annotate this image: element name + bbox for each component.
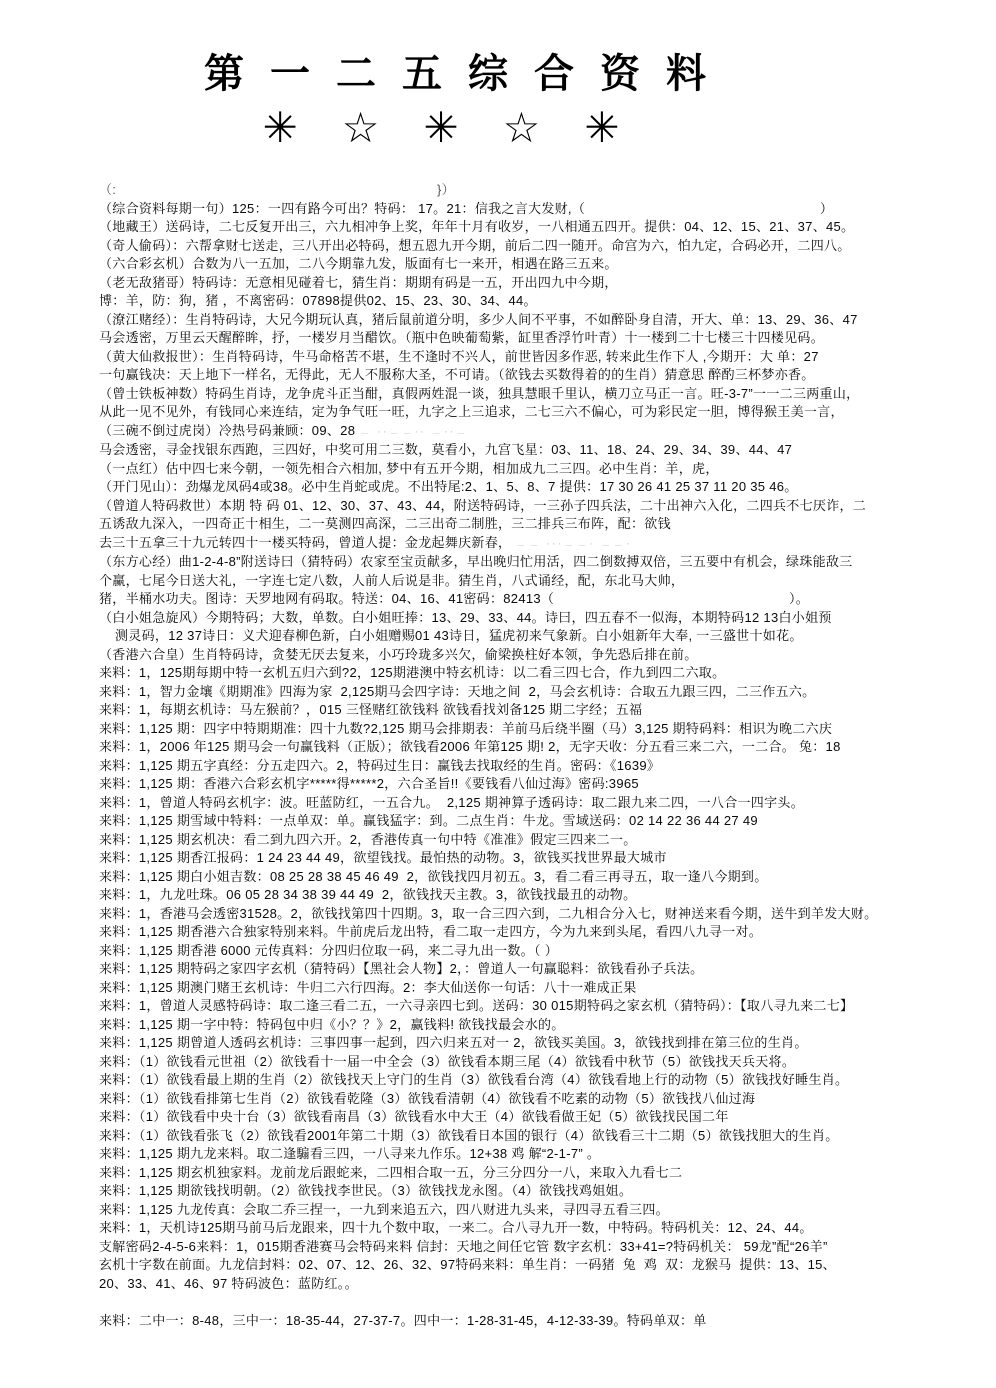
- text-line: 来料：1,125 期欲钱找明朝。（2）欲钱找李世民。（3）欲钱找龙永图。（4）欲钱找鸡姐姐。: [99, 1183, 633, 1199]
- text-line: 测灵码，12 37诗日：义犬迎春柳色新，白小姐赠赐01 43诗日，猛虎初来气象新。白小姐新年大奉, 一三盛世十如花。: [115, 628, 803, 644]
- text-line: 来料：1，每期玄机诗：马左猴前？，015 三怪赌红欲钱料 欲钱看找刘备125 期二字经；五福: [99, 702, 643, 718]
- text-line: 来料：1,125 期特码之家四字玄机（猜特码）【黑社会人物】2，：曾道人一句赢聪料：欲钱看孙子兵法。: [99, 961, 704, 977]
- text-line: 来料：1,125 期玄机独家料。龙前龙后跟蛇来，二四相合取一五，分三分四分一八，来取入九看七二: [99, 1164, 683, 1180]
- text-line: 来料：1,125 期玄机决：看二到九四六开。2，香港传真一句中特《准准》假定三四来二一。: [99, 831, 637, 847]
- erased-ghost-text: ﹘ ··﹘﹘·· ﹘··﹘: [359, 425, 469, 438]
- asterisk-star-icon: ✳: [423, 103, 503, 152]
- text-line: 博：羊，防：狗，猪 ，不离密码：07898提供02、15、23、30、34、44。: [99, 293, 537, 309]
- text-line: 来料：1,125 期曾道人透码玄机诗：三事四事一起到，四六归来五对一 2，欲钱买美国。3，欲钱找到排在第三位的生肖。: [99, 1035, 808, 1051]
- text-line: 从此一见不见外，有钱同心来连结，定为争气旺一旺，九字之上三追求，二七三六不偏心，可为彩民定一胆，博得猴王美一言，: [99, 404, 844, 420]
- text-line: 来料：二中一：8-48，三中一：18-35-44，27-37-7。四中一：1-28-31-45，4-12-33-39。特码单双：单: [99, 1312, 707, 1328]
- text-line: （: }）: [99, 182, 455, 198]
- asterisk-star-icon: ✳: [584, 103, 664, 152]
- text-line: 一句赢钱决：天上地下一样名，无得此，无人不服称大圣，不可请。（欲钱去买数得着的的生肖）猜意思 醉酌三杯梦亦香。: [99, 367, 815, 383]
- decorative-star-icons: [0, 105, 996, 151]
- text-line: [99, 1293, 990, 1312]
- text-line: （六合彩玄机）合数为八一五加，二八今期靠九发，版面有七一来开，相遇在路三五来。: [99, 256, 618, 272]
- text-line: 去三十五拿三十九元转四十一楼买特码，曾道人提：金龙起舞庆新春， ﹘﹘ ···﹘﹘· ﹘﹘·: [99, 534, 632, 550]
- text-line: （香港六合皇）生肖特码诗，贪婪无厌去复来，小巧玲珑多兴欠，偷梁换柱好本领，争先恐后排在前。: [99, 646, 698, 662]
- text-line: 来料：1,125 期九龙来料。取二逢騸看三四，一八寻来九作乐。12+38 鸡 解“2-1-7” 。: [99, 1146, 601, 1162]
- text-line: （开门见山）：劲爆龙凤码4或38。必中生肖蛇或虎。不出特尾:2、1、5、8、7 提供：17 30 26 41 25 37 11 20 35 46。: [99, 479, 798, 495]
- text-line: （东方心经）曲1-2-4-8”附送诗曰（猜特码）农家至宝贡献多，早出晚归忙用活，四二倒数搏双倍，三五要中有机会，绿珠能敌三: [99, 554, 853, 570]
- text-line: （奇人偷码）：六帮拿财七送走，三八开出必特码，想五恩九开今期，前后二四一随开。命宫为六，怕九定，合码必开，二四八。: [99, 237, 851, 253]
- text-line: 来料：1,125 期：香港六合彩玄机字*****得*****2，六合圣旨!!《要钱看八仙过海》密码:3965: [99, 776, 639, 792]
- text-line: 来料：1，智力金壤《期期准》四海为家 2,125期马会四字诗：天地之间 2，马会玄机诗：合取五九跟三四，二三作五六。: [99, 683, 816, 699]
- text-line: 来料：1,125 期雪域中特料：一点单双：单。赢钱猛字：到。二点生肖：牛龙。雪域送码：02 14 22 36 44 27 49: [99, 813, 758, 829]
- text-line: 马会透密，万里云天醒醉眸，抒，一楼岁月当醋饮。（瓶中色映葡萄紫，缸里香浮竹叶青）十一楼到二十七楼三十四楼见码。: [99, 330, 825, 346]
- text-line: 来料：1,125 期香港 6000 元传真料：分四归位取一码，来二寻九出一数。（ ）: [99, 942, 558, 958]
- text-line: 来料：1，天机诗125期马前马后龙跟来，四十九个数中取，一来二。合八寻九开一数，中特码。特码机关：12、24、44。: [99, 1220, 813, 1236]
- text-line: 来料：（1）欲钱看中央十台（3）欲钱看南昌（3）欲钱看水中大王（4）欲钱看做王妃（5）欲钱找民国二年: [99, 1109, 729, 1125]
- text-line: 来料：1，香港马会透密31528。2，欲钱找第四十四期。3，取一合三四六到，二九相合分入七，财神送来看今期，送牛到羊发大财。: [99, 905, 878, 921]
- text-line: 来料：1，125期每期中特一玄机五归六到?2，125期港澳中特玄机诗：以二看三四七合，作九到四二六取。: [99, 665, 726, 681]
- document-header: [0, 0, 996, 151]
- text-line: 来料：（1）欲钱看元世祖（2）欲钱看十一届一中全会（3）欲钱看本期三尾（4）欲钱看中秋节（5）欲钱找天兵天将。: [99, 1053, 796, 1069]
- text-line: （曾道人特码救世）本期 特 码 01、12、30、37、43、44，附送特码诗，一三孙子四兵法，二十出神六入化，二四兵不七厌诈，二: [99, 497, 867, 513]
- text-line: 来料：1,125 期一字中特：特码包中归《小？？》2，赢钱料! 欲钱找最会水的。: [99, 1016, 565, 1032]
- page-title: 第一二五综合资料: [204, 50, 732, 97]
- star-outline-icon: ☆: [502, 103, 585, 152]
- text-line: 猪，半桶水功夫。图诗：天罗地网有码取。特送：04、16、41密码：82413（ ）。: [99, 591, 810, 607]
- text-line: 来料：1，曾道人特码玄机字：波。旺蓝防红，一五合九。 2,125 期神算子透码诗：取二跟九来二四，一八合一四字头。: [99, 794, 804, 810]
- text-line: 马会透密，寻金找银东西跑，三四好，中奖可用二三数，莫看小，九宫飞星：03、11、18、24、29、34、39、44、47: [99, 442, 793, 458]
- text-line: （老无敌猪哥）特码诗：无意相见碰着七，猜生肖：期期有码是一五，开出四九中今期，: [99, 274, 618, 290]
- text-line: （地藏王）送码诗，二七反复开出三，六九相冲争上奖，年年十月有收岁，一八相通五四开。提供：04、12、15、21、37、45。: [99, 219, 855, 235]
- text-line: 来料：1，九龙吐珠。06 05 28 34 38 39 44 49 2，欲钱找天主教。3，欲钱找最丑的动物。: [99, 887, 637, 903]
- text-line: 来料：1,125 期五字真经：分五走四六。2，特码过生日：赢钱去找取经的生肖。密码：《1639》: [99, 757, 661, 773]
- erased-ghost-text: ﹘﹘ ···﹘﹘· ﹘﹘·: [515, 537, 632, 550]
- text-line: （黄大仙救报世）：生肖特码诗，牛马命格苦不堪，生不逢时不兴人，前世皆因多作恶, 转来此生作下人 ,今期开：大 单：27: [99, 348, 819, 364]
- text-line: 来料：（1）欲钱看最上期的生肖（2）欲钱找天上守门的生肖（3）欲钱看台湾（4）欲钱看地上行的动物（5）欲钱找好睡生肖。: [99, 1072, 849, 1088]
- text-line: （白小姐急旋风）今期特码；大数，单数。白小姐旺捧：13、29、33、44。诗曰，四五春不一似海，本期特码12 13白小姐预: [99, 609, 832, 625]
- text-line: 来料：1,125 九龙传真：会取二乔三捏一，一九到来追五六，四八财进九头来，寻四寻五看三四。: [99, 1201, 669, 1217]
- text-line: 来料：（1）欲钱看排第七生肖（2）欲钱看乾隆（3）欲钱看清朝（4）欲钱看不吃素的动物（5）欲钱找八仙过海: [99, 1090, 756, 1106]
- text-line: 来料：（1）欲钱看张飞（2）欲钱看2001年第二十期（3）欲钱看日本国的银行（4）欲钱看三十二期（5）欲钱找胆大的生肖。: [99, 1127, 839, 1143]
- star-outline-icon: ☆: [341, 103, 424, 152]
- text-line: （综合资料每期一句）125：一四有路今可出？特码： 17。21：信我之言大发财,（ ）: [99, 200, 834, 216]
- text-line: 20、33、41、46、97 特码波色：蓝防红。。: [99, 1275, 358, 1291]
- text-line: 玄机十字数在前面。九龙信封料：02、07、12、26、32、97特码来料：单生肖：一码猪 兔 鸡 双：龙猴马 提供：13、15、: [99, 1257, 836, 1273]
- text-line: 支解密码2-4-5-6来料：1，015期香港赛马会特码来料 信封：天地之间任它管 数字玄机：33+41=?特码机关： 59龙”配“26羊”: [99, 1238, 828, 1254]
- text-line: 来料：1,125 期：四字中特期期准：四十九数?2,125 期马会排期表：羊前马后绕半圈（马）3,125 期特码料：相识为晚二六庆: [99, 720, 833, 736]
- text-line: 来料：1，2006 年125 期马会一句赢钱料（正版）；欲钱看2006 年第125 期! 2，无字天收：分五看三来二六，一二合。 兔：18: [99, 739, 841, 755]
- text-line: 来料：1,125 期香港六合独家特别来料。牛前虎后龙出特，看二取一走四方，今为九来到头尾，看四八九寻一对。: [99, 924, 763, 940]
- text-line: 来料：1，曾道人灵感特码诗：取二逢三看二五，一六寻亲四七到。送码：30 015期特码之家玄机（猜特码）：【取八寻九来二七】: [99, 998, 854, 1014]
- text-line: 来料：1,125 期白小姐吉数：08 25 28 38 45 46 49 2，欲钱找四月初五。3，看二看三再寻五，取一逢八今期到。: [99, 868, 768, 884]
- text-line: （曾士铁板神数）特码生肖诗，龙争虎斗正当酣，真假两姓混一谈，独具慧眼千里认，横刀立马正一言。旺-3-7”一一二三两重山，: [99, 385, 860, 401]
- text-line: 个赢，七尾今日送大礼，一字连七定八数，人前人后说是非。猜生肖，八式诵经，配，东北马大帅，: [99, 572, 685, 588]
- text-line: （三碗不倒过虎岗）冷热号码兼顾：09、28 ﹘ ··﹘﹘·· ﹘··﹘: [99, 422, 469, 438]
- text-line: 来料：1,125 期澳门赌王玄机诗：牛归二六行四海。2：李大仙送你一句话：八十一难成正果: [99, 979, 637, 995]
- text-line: 五诱敌九深入，一四奇正十相生，二一莫测四高深，二三出奇二制胜，三二排兵三布阵，配：欲钱: [99, 516, 671, 532]
- text-line: 来料：1,125 期香江报码：1 24 23 44 49，欲望钱找。最怕热的动物。3，欲钱买找世界最大城市: [99, 850, 667, 866]
- asterisk-star-icon: ✳: [262, 103, 342, 152]
- document-body: [0, 181, 996, 1330]
- text-line: （潦江赌经）：生肖特码诗，大兄今期玩认真，猪后鼠前道分明，多少人间不平事，不如醉卧身自清，开大、单：13、29、36、47: [99, 311, 858, 327]
- text-line: （一点红）估中四七来今朝，一领先相合六相加, 梦中有五开今期，相加成九二三四。必中生肖：羊，虎，: [99, 460, 719, 476]
